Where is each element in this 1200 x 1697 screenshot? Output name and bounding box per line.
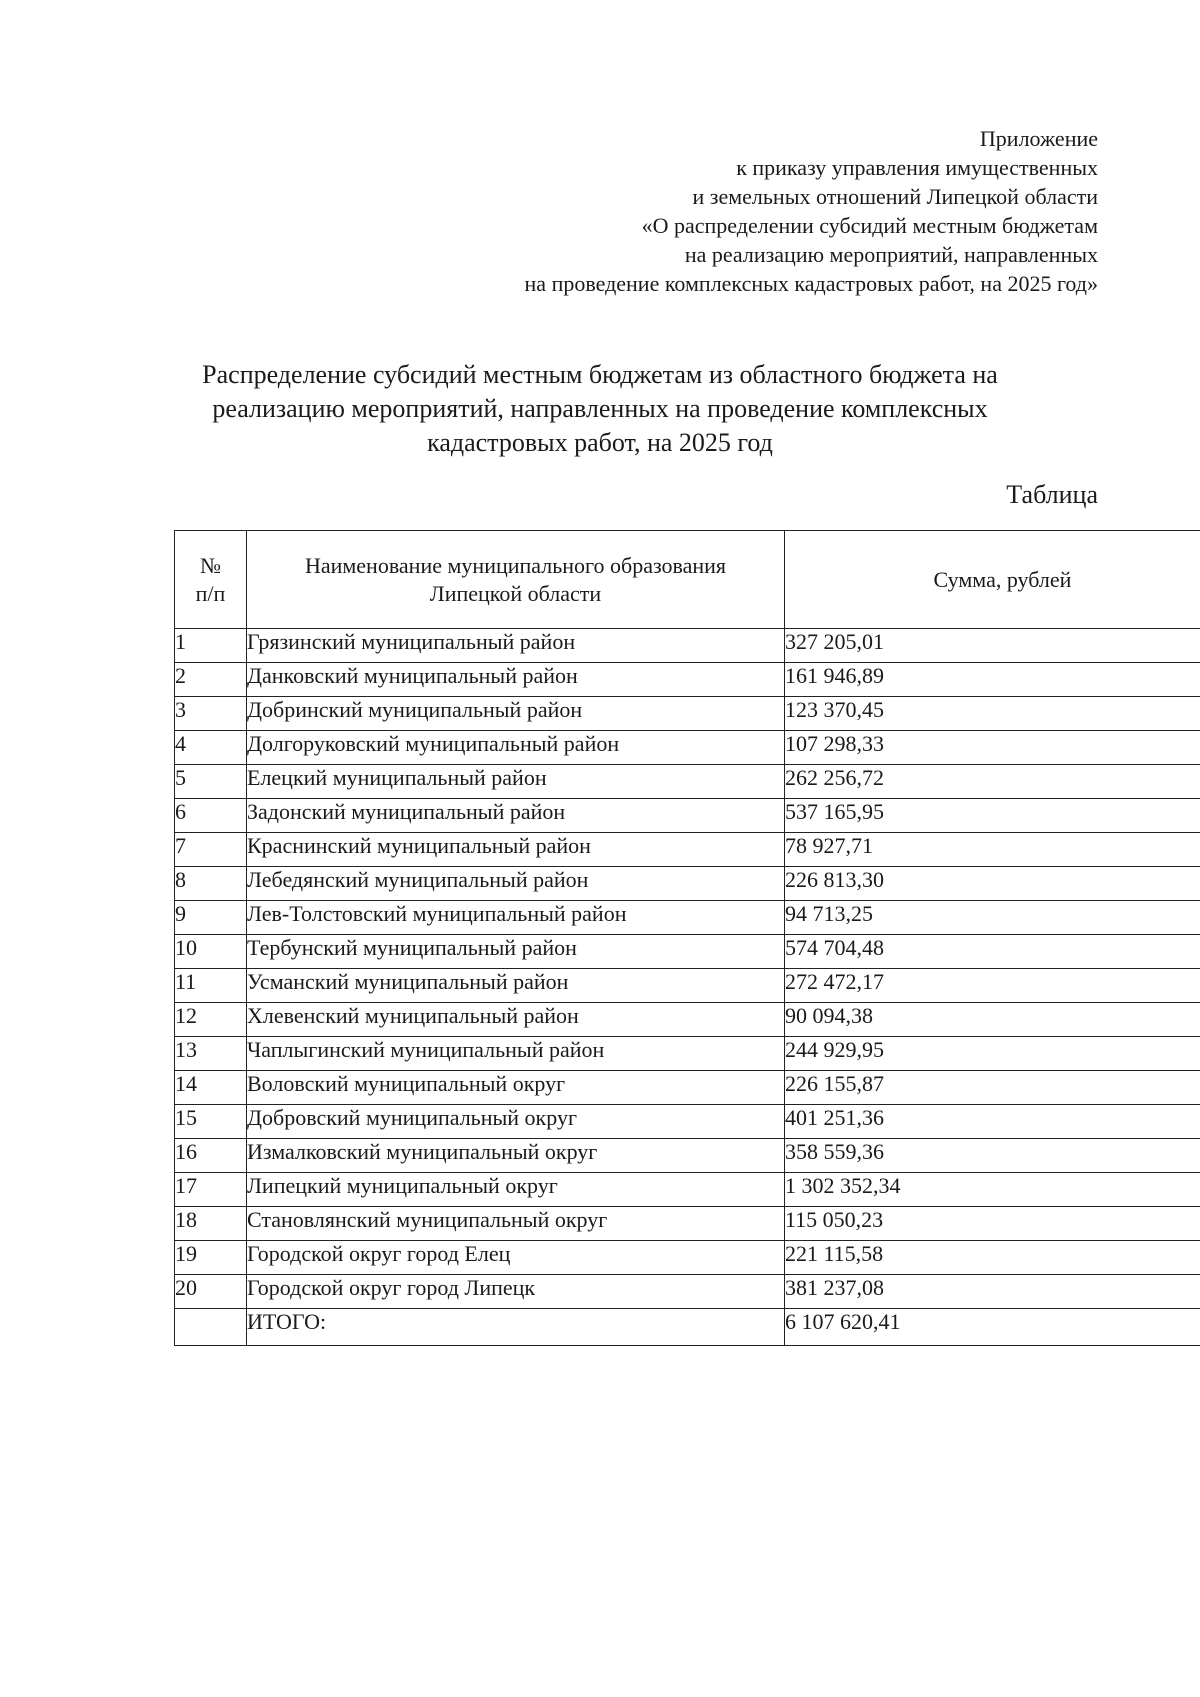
- row-sum: 123 370,45: [785, 697, 1200, 731]
- title-line: Распределение субсидий местным бюджетам из областного бюджета на: [202, 360, 998, 389]
- row-sum: 537 165,95: [785, 799, 1200, 833]
- row-sum: 1 302 352,34: [785, 1173, 1200, 1207]
- row-municipality: Воловский муниципальный округ: [247, 1071, 785, 1105]
- table-row: [175, 629, 1200, 663]
- row-number: 3: [175, 697, 247, 731]
- appendix-line: Приложение: [979, 126, 1098, 151]
- row-sum: 244 929,95: [785, 1037, 1200, 1071]
- distribution-table: [174, 530, 1200, 1346]
- total-num-cell: [175, 1309, 247, 1346]
- appendix-line: на проведение комплексных кадастровых работ, на 2025 год»: [524, 271, 1098, 296]
- table-row: [175, 1207, 1200, 1241]
- row-number: 9: [175, 901, 247, 935]
- row-sum: 574 704,48: [785, 935, 1200, 969]
- row-sum: 381 237,08: [785, 1275, 1200, 1309]
- total-sum: 6 107 620,41: [785, 1309, 1200, 1346]
- row-municipality: Чаплыгинский муниципальный район: [247, 1037, 785, 1071]
- row-sum: 107 298,33: [785, 731, 1200, 765]
- row-number: 13: [175, 1037, 247, 1071]
- row-number: 19: [175, 1241, 247, 1275]
- row-municipality: Лев-Толстовский муниципальный район: [247, 901, 785, 935]
- row-number: 16: [175, 1139, 247, 1173]
- row-municipality: Добровский муниципальный округ: [247, 1105, 785, 1139]
- table-row: [175, 969, 1200, 1003]
- table-row: [175, 731, 1200, 765]
- table-row: [175, 765, 1200, 799]
- row-number: 11: [175, 969, 247, 1003]
- row-sum: 401 251,36: [785, 1105, 1200, 1139]
- appendix-line: «О распределении субсидий местным бюджетам: [641, 213, 1098, 238]
- row-sum: 262 256,72: [785, 765, 1200, 799]
- row-number: 14: [175, 1071, 247, 1105]
- row-municipality: Становлянский муниципальный округ: [247, 1207, 785, 1241]
- row-sum: 94 713,25: [785, 901, 1200, 935]
- row-municipality: Добринский муниципальный район: [247, 697, 785, 731]
- table-row: [175, 1139, 1200, 1173]
- row-number: 17: [175, 1173, 247, 1207]
- table-row: [175, 833, 1200, 867]
- row-number: 8: [175, 867, 247, 901]
- appendix-header: [525, 124, 1098, 298]
- header-sum: Сумма, рублей: [785, 531, 1200, 629]
- document-title: [150, 358, 1050, 460]
- header-num: № п/п: [175, 531, 247, 629]
- row-number: 2: [175, 663, 247, 697]
- table-row: [175, 697, 1200, 731]
- appendix-line: к приказу управления имущественных: [736, 155, 1098, 180]
- table-body: [175, 629, 1200, 1309]
- row-municipality: Липецкий муниципальный округ: [247, 1173, 785, 1207]
- row-sum: 115 050,23: [785, 1207, 1200, 1241]
- row-sum: 161 946,89: [785, 663, 1200, 697]
- row-number: 4: [175, 731, 247, 765]
- row-municipality: Лебедянский муниципальный район: [247, 867, 785, 901]
- row-number: 10: [175, 935, 247, 969]
- table-row: [175, 935, 1200, 969]
- row-number: 6: [175, 799, 247, 833]
- row-municipality: Тербунский муниципальный район: [247, 935, 785, 969]
- title-line: реализацию мероприятий, направленных на проведение комплексных: [212, 394, 988, 423]
- table-row: [175, 1275, 1200, 1309]
- row-sum: 90 094,38: [785, 1003, 1200, 1037]
- table-row: [175, 1037, 1200, 1071]
- total-row: [175, 1309, 1200, 1346]
- row-municipality: Долгоруковский муниципальный район: [247, 731, 785, 765]
- row-municipality: Задонский муниципальный район: [247, 799, 785, 833]
- row-municipality: Городской округ город Липецк: [247, 1275, 785, 1309]
- total-label: ИТОГО:: [247, 1309, 785, 1346]
- row-number: 15: [175, 1105, 247, 1139]
- row-municipality: Грязинский муниципальный район: [247, 629, 785, 663]
- table-row: [175, 867, 1200, 901]
- row-municipality: Елецкий муниципальный район: [247, 765, 785, 799]
- table-row: [175, 1003, 1200, 1037]
- title-line: кадастровых работ, на 2025 год: [427, 428, 773, 457]
- row-municipality: Хлевенский муниципальный район: [247, 1003, 785, 1037]
- header-name: Наименование муниципального образования Липецкой области: [247, 531, 785, 629]
- row-municipality: Усманский муниципальный район: [247, 969, 785, 1003]
- table-row: [175, 1071, 1200, 1105]
- row-municipality: Данковский муниципальный район: [247, 663, 785, 697]
- row-sum: 358 559,36: [785, 1139, 1200, 1173]
- row-sum: 78 927,71: [785, 833, 1200, 867]
- row-sum: 327 205,01: [785, 629, 1200, 663]
- table-row: [175, 799, 1200, 833]
- row-number: 5: [175, 765, 247, 799]
- appendix-line: и земельных отношений Липецкой области: [692, 184, 1098, 209]
- row-number: 1: [175, 629, 247, 663]
- row-number: 12: [175, 1003, 247, 1037]
- row-sum: 226 813,30: [785, 867, 1200, 901]
- row-municipality: Краснинский муниципальный район: [247, 833, 785, 867]
- row-municipality: Измалковский муниципальный округ: [247, 1139, 785, 1173]
- table-row: [175, 1173, 1200, 1207]
- row-sum: 226 155,87: [785, 1071, 1200, 1105]
- table-header-row: [175, 531, 1200, 629]
- table-label: Таблица: [1006, 480, 1098, 509]
- appendix-line: на реализацию мероприятий, направленных: [684, 242, 1098, 267]
- row-municipality: Городской округ город Елец: [247, 1241, 785, 1275]
- table-row: [175, 663, 1200, 697]
- row-number: 18: [175, 1207, 247, 1241]
- row-number: 7: [175, 833, 247, 867]
- table-row: [175, 1105, 1200, 1139]
- table-row: [175, 901, 1200, 935]
- row-sum: 272 472,17: [785, 969, 1200, 1003]
- row-sum: 221 115,58: [785, 1241, 1200, 1275]
- row-number: 20: [175, 1275, 247, 1309]
- table-row: [175, 1241, 1200, 1275]
